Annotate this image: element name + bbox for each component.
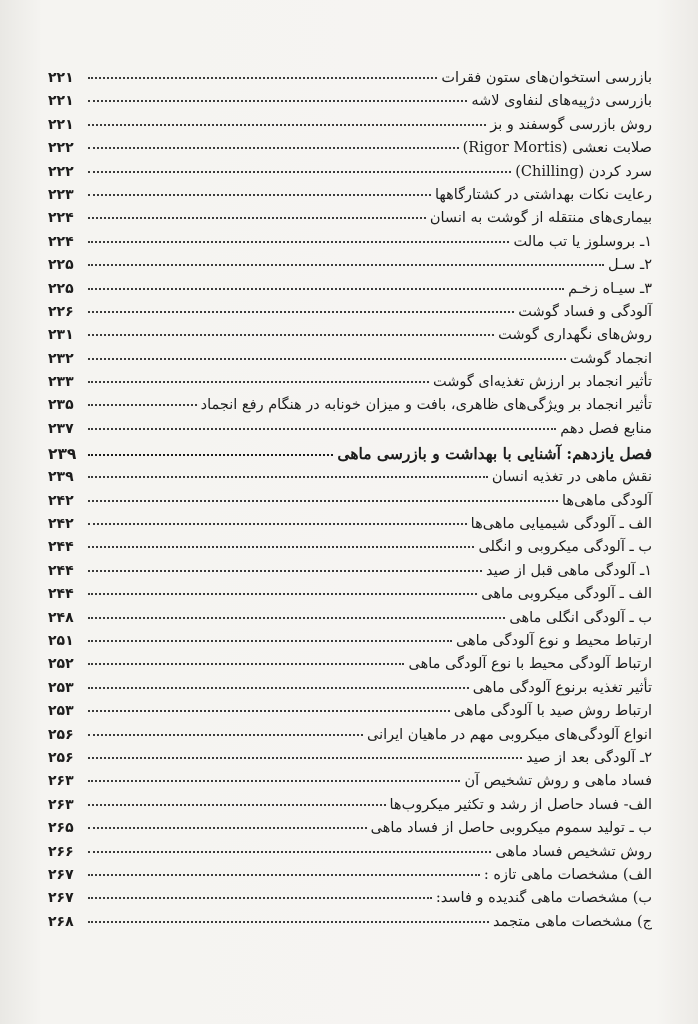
dot-leader	[88, 710, 450, 712]
dot-leader	[88, 454, 333, 456]
toc-entry	[48, 234, 652, 257]
toc-entry	[48, 820, 652, 843]
toc-entry-page-number: ۲۶۸	[48, 913, 74, 930]
toc-entry	[48, 890, 652, 913]
dot-leader	[88, 358, 566, 360]
toc-entry-page-number: ۲۲۵	[48, 280, 74, 297]
dot-leader	[88, 476, 488, 478]
toc-entry-page-number: ۲۲۲	[48, 140, 74, 157]
toc-entry-title: انجماد گوشت	[569, 350, 652, 367]
dot-leader	[88, 804, 386, 806]
toc-entry	[48, 703, 652, 726]
toc-entry	[48, 210, 652, 233]
dot-leader	[88, 311, 514, 313]
toc-entry-title: ۱ـ بروسلوز یا تب مالت	[513, 233, 652, 250]
dot-leader	[88, 381, 429, 383]
toc-entry	[48, 797, 652, 820]
dot-leader	[88, 663, 404, 665]
toc-entry-page-number: ۲۶۳	[48, 773, 74, 790]
toc-entry	[48, 750, 652, 773]
toc-entry-title: بازرسی دژپیه‌های لنفاوی لاشه	[471, 93, 652, 110]
toc-entry-title: منابع فصل دهم	[560, 420, 652, 437]
toc-entry	[48, 773, 652, 796]
toc-entry-page-number: ۲۲۳	[48, 186, 74, 203]
dot-leader	[88, 617, 505, 619]
toc-entry-page-number: ۲۳۷	[48, 420, 74, 437]
dot-leader	[88, 77, 437, 79]
toc-entry-title: فساد ماهی و روش تشخیص آن	[464, 773, 652, 790]
dot-leader	[88, 851, 491, 853]
toc-entry-page-number: ۲۲۱	[48, 70, 74, 86]
dot-leader	[88, 124, 486, 126]
toc-entry	[48, 469, 652, 492]
toc-entry-title: ب ـ آلودگی میکروبی و انگلی	[478, 539, 652, 556]
dot-leader	[88, 500, 558, 502]
toc-entry-title: ۲ـ آلودگی بعد از صید	[526, 749, 652, 766]
toc-entry-page-number: ۲۳۵	[48, 397, 74, 414]
toc-entry	[48, 727, 652, 750]
toc-entry	[48, 397, 652, 420]
toc-entry-title: ۲ـ سـل	[607, 257, 652, 274]
toc-entry	[48, 610, 652, 633]
toc-entry-page-number: ۲۵۳	[48, 703, 74, 720]
toc-entry-page-number: ۲۵۶	[48, 749, 74, 766]
toc-entry-page-number: ۲۶۷	[48, 866, 74, 883]
toc-entry-page-number: ۲۵۶	[48, 726, 74, 743]
dot-leader	[88, 171, 511, 173]
toc-entry	[48, 304, 652, 327]
toc-entry	[48, 867, 652, 890]
toc-entry-title: نقش ماهی در تغذیه انسان	[491, 469, 652, 486]
toc-entry-page-number: ۲۲۱	[48, 93, 74, 110]
dot-leader	[88, 404, 197, 406]
toc-entry-page-number: ۲۲۴	[48, 210, 74, 227]
dot-leader	[88, 640, 452, 642]
toc-entry-page-number: ۲۲۴	[48, 233, 74, 250]
toc-entry-page-number: ۲۳۹	[48, 445, 77, 464]
table-of-contents	[48, 70, 652, 937]
dot-leader	[88, 570, 482, 572]
toc-entry-page-number: ۲۳۲	[48, 350, 74, 367]
toc-entry-page-number: ۲۲۵	[48, 257, 74, 274]
toc-entry-page-number: ۲۶۳	[48, 796, 74, 813]
toc-entry	[48, 516, 652, 539]
toc-entry-title: فصل یازدهم: آشنایی با بهداشت و بازرسی ماهی	[337, 444, 652, 464]
dot-leader	[88, 921, 489, 923]
toc-entry-page-number: ۲۶۶	[48, 843, 74, 860]
toc-entry-page-number: ۲۴۲	[48, 492, 74, 509]
dot-leader	[88, 827, 367, 829]
dot-leader	[88, 523, 467, 525]
toc-entry-title: ارتباط محیط و نوع آلودگی ماهی	[455, 632, 652, 649]
toc-entry-title: رعایت نکات بهداشتی در کشتارگاهها	[434, 186, 652, 203]
toc-entry-page-number: ۲۳۱	[48, 327, 74, 344]
toc-entry	[48, 421, 652, 444]
toc-entry-title: بیماری‌های منتقله از گوشت به انسان	[429, 210, 652, 227]
dot-leader	[88, 780, 460, 782]
toc-entry-title: آلودگی و فساد گوشت	[518, 303, 652, 320]
toc-entry	[48, 257, 652, 280]
toc-entry-title: تأثیر انجماد بر ارزش تغذیه‌ای گوشت	[433, 374, 652, 391]
toc-entry-title: بازرسی استخوان‌های ستون فقرات	[441, 70, 652, 86]
toc-entry-page-number: ۲۶۷	[48, 890, 74, 907]
dot-leader	[88, 217, 426, 219]
dot-leader	[88, 687, 469, 689]
toc-entry-title: الف ـ آلودگی شیمیایی ماهی‌ها	[470, 516, 652, 533]
dot-leader	[88, 593, 477, 595]
toc-entry	[48, 680, 652, 703]
toc-entry	[48, 281, 652, 304]
toc-entry-title: روش بازرسی گوسفند و بز	[490, 116, 652, 133]
dot-leader	[88, 100, 467, 102]
toc-entry-page-number: ۲۲۱	[48, 116, 74, 133]
toc-entry-title: ب ـ تولید سموم میکروبی حاصل از فساد ماهی	[370, 820, 652, 837]
toc-entry-title: آلودگی ماهی‌ها	[562, 492, 652, 509]
toc-entry-title: روش‌های نگهداری گوشت	[498, 327, 652, 344]
toc-entry	[48, 327, 652, 350]
dot-leader	[88, 546, 474, 548]
toc-entry	[48, 656, 652, 679]
toc-entry-title: ۱ـ آلودگی ماهی قبل از صید	[485, 562, 652, 579]
toc-entry	[48, 563, 652, 586]
dot-leader	[88, 874, 480, 876]
toc-entry-title: روش تشخیص فساد ماهی	[495, 843, 652, 860]
toc-entry-page-number: ۲۴۴	[48, 539, 74, 556]
toc-entry-title: ارتباط روش صید با آلودگی ماهی	[453, 703, 652, 720]
toc-entry-title: ب) مشخصات ماهی گندیده و فاسد:	[435, 890, 652, 907]
toc-entry-title: الف) مشخصات ماهی تازه :	[483, 866, 652, 883]
toc-entry-page-number: ۲۴۲	[48, 516, 74, 533]
toc-entry	[48, 164, 652, 187]
toc-entry	[48, 633, 652, 656]
toc-entry-page-number: ۲۴۴	[48, 562, 74, 579]
toc-entry	[48, 70, 652, 93]
toc-entry-page-number: ۲۲۲	[48, 163, 74, 180]
toc-entry	[48, 493, 652, 516]
dot-leader	[88, 241, 509, 243]
toc-entry	[48, 351, 652, 374]
toc-entry-page-number: ۲۵۲	[48, 656, 74, 673]
toc-entry-title: صلابت نعشی (Rigor Mortis)	[462, 140, 652, 157]
toc-entry-page-number: ۲۳۳	[48, 374, 74, 391]
toc-entry-title: سرد کردن (Chilling)	[515, 163, 652, 180]
chapter-heading	[48, 444, 652, 469]
toc-entry-page-number: ۲۵۱	[48, 632, 74, 649]
toc-entry-title: تأثیر تغذیه برنوع آلودگی ماهی	[472, 679, 652, 696]
toc-entry	[48, 374, 652, 397]
toc-entry-page-number: ۲۴۸	[48, 609, 74, 626]
toc-entry	[48, 539, 652, 562]
toc-entry-title: ج) مشخصات ماهی متجمد	[493, 913, 652, 930]
toc-entry-title: الف ـ آلودگی میکروبی ماهی	[481, 586, 652, 603]
toc-entry	[48, 844, 652, 867]
dot-leader	[88, 734, 363, 736]
toc-entry-title: انواع آلودگی‌های میکروبی مهم در ماهیان ایرانی	[366, 726, 652, 743]
dot-leader	[88, 288, 564, 290]
toc-entry-page-number: ۲۵۳	[48, 679, 74, 696]
toc-entry	[48, 187, 652, 210]
dot-leader	[88, 428, 556, 430]
toc-entry	[48, 586, 652, 609]
toc-entry-page-number: ۲۶۵	[48, 820, 74, 837]
toc-entry-title: الف- فساد حاصل از رشد و تکثیر میکروب‌ها	[389, 796, 652, 813]
toc-entry-title: ۳ـ سیـاه زخـم	[568, 280, 652, 297]
toc-entry-page-number: ۲۴۴	[48, 586, 74, 603]
toc-entry-title: تأثیر انجماد بر ویژگی‌های ظاهری، بافت و میزان خونابه در هنگام رفع انجماد	[200, 397, 652, 414]
toc-entry	[48, 93, 652, 116]
toc-entry-page-number: ۲۳۹	[48, 469, 74, 486]
toc-entry	[48, 117, 652, 140]
dot-leader	[88, 147, 459, 149]
dot-leader	[88, 194, 431, 196]
toc-entry	[48, 914, 652, 937]
toc-entry-page-number: ۲۲۶	[48, 303, 74, 320]
dot-leader	[88, 334, 494, 336]
toc-entry-title: ارتباط آلودگی محیط با نوع آلودگی ماهی	[408, 656, 652, 673]
dot-leader	[88, 897, 432, 899]
toc-entry	[48, 140, 652, 163]
dot-leader	[88, 757, 522, 759]
toc-entry-title: ب ـ آلودگی انگلی ماهی	[509, 609, 652, 626]
dot-leader	[88, 264, 604, 266]
